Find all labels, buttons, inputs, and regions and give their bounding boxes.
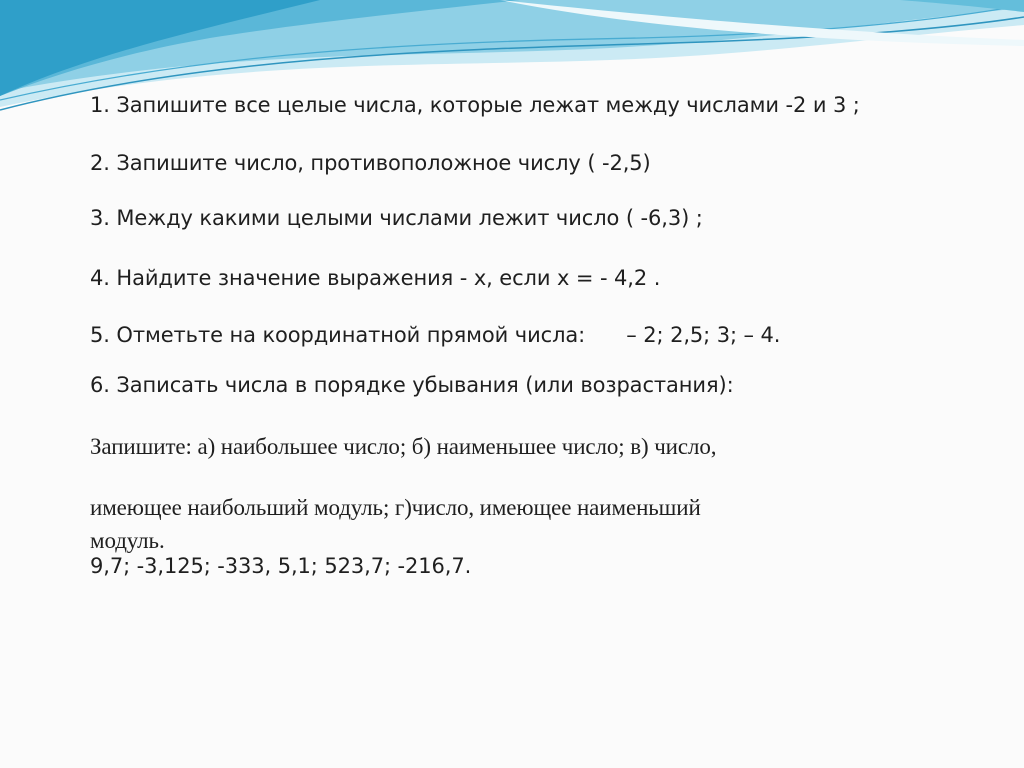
- question-5-line: [90, 323, 780, 347]
- question-5-values: – 2; 2,5; 3; – 4.: [626, 323, 781, 347]
- question-6-text: 6. Записать числа в порядке убывания (или возрастания):: [90, 373, 734, 397]
- question-7-text: Запишите: а) наибольшее число; б) наименьшее число; в) число,: [90, 434, 717, 459]
- question-2-text: 2. Запишите число, противоположное числу ( -2,5): [90, 151, 651, 175]
- header-wave-decoration: [0, 0, 1024, 140]
- question-3-text: 3. Между какими целыми числами лежит число ( -6,3) ;: [90, 206, 703, 230]
- question-9-text: модуль.: [90, 528, 165, 553]
- question-5-prefix: 5. Отметьте на координатной прямой числа:: [90, 323, 586, 347]
- question-1-text: 1. Запишите все целые числа, которые лежат между числами -2 и 3 ;: [90, 93, 860, 117]
- numbers-list: 9,7; -3,125; -333, 5,1; 523,7; -216,7.: [90, 554, 472, 578]
- question-4-text: 4. Найдите значение выражения - х, если х = - 4,2 .: [90, 266, 661, 290]
- question-8-text: имеющее наибольший модуль; г)число, имеющее наименьший: [90, 495, 701, 520]
